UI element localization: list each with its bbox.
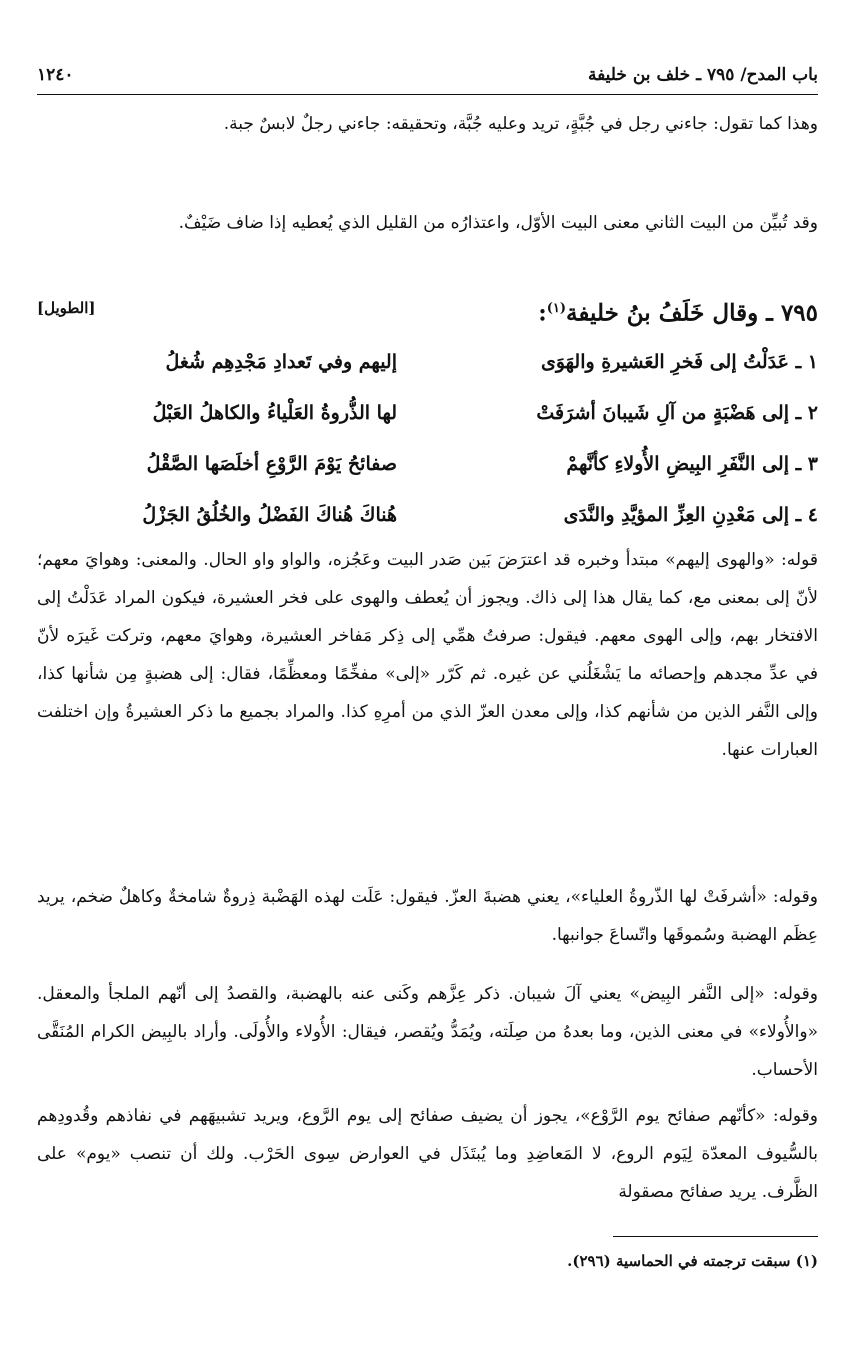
footnote-rule <box>613 1236 818 1237</box>
verse-line <box>37 489 818 540</box>
page-number: ١٢٤٠ <box>37 65 74 85</box>
poem-meter: [الطويل] <box>37 299 96 317</box>
header-rule <box>37 94 818 95</box>
commentary-paragraph-2: وقوله: «أشرفَتْ لها الذّروةُ العلياء»، يعني هضبةَ العزّ. فيقول: عَلَت لهذه الهَضْبة ذِروةٌ شامخةٌ وكاهلٌ ضخم، يريد عِظَم الهضبة وسُموقَها واتّساعَ جوانبها. <box>37 887 818 945</box>
footnote: (١) سبقت ترجمته في الحماسية (٢٩٦). <box>567 1252 818 1270</box>
commentary-paragraph-3: وقوله: «إلى النَّفر البِيض» يعني آلَ شيبان. ذكر عِزَّهم وكَنى عنه بالهضبة، والقصدُ إلى أنّهم الملجأ والمعقل. «والأُولاء» في معنى الذين، وما بعدهُ من صِلَته، ويُمَدُّ ويُقصر، فيقال: الأُولاء والأُولَى. وأراد بالبِيض الكرام المُنَقَّى الأحساب. <box>37 984 818 1080</box>
poem-title-colon: : <box>538 299 547 327</box>
poem-verses <box>37 336 818 540</box>
paragraph-intro-2: وقد تُبيِّن من البيت الثاني معنى البيت الأوّل، واعتذارُه من القليل الذي يُعطيه إذا ضاف ضَيْفٌ. <box>178 213 818 233</box>
poem-title-text: ٧٩٥ ـ وقال خَلَفُ بنُ خليفة <box>566 299 818 327</box>
verse-line <box>37 336 818 387</box>
running-title: باب المدح/ ٧٩٥ ـ خلف بن خليفة <box>587 65 818 85</box>
verse-first-hemistich: ١ ـ عَدَلْتُ إلى فَخرِ العَشيرةِ والهَوَى <box>540 350 818 373</box>
verse-first-hemistich: ٢ ـ إلى هَضْبَةٍ من آلِ شَيبانَ أشرَفَتْ <box>536 401 818 424</box>
verse-line <box>37 387 818 438</box>
verse-second-hemistich: هُناكَ هُناكَ الفَضْلُ والخُلُقُ الجَزْلُ <box>142 503 397 526</box>
verse-first-hemistich: ٤ ـ إلى مَعْدِنِ العِزِّ المؤيَّدِ والنَّدَى <box>563 503 818 526</box>
verse-second-hemistich: إليهم وفي تَعدادِ مَجْدِهِم شُغلُ <box>165 350 397 373</box>
poem-title <box>538 287 818 336</box>
poem-heading <box>37 287 818 331</box>
footnote-mark: (١) <box>546 301 567 316</box>
page-header <box>37 58 818 92</box>
verse-second-hemistich: صفائحُ يَوْمَ الرَّوْعِ أخلَصَها الصَّقْلُ <box>146 452 397 475</box>
verse-second-hemistich: لها الذُّروةُ العَلْياءُ والكاهلُ العَبْلُ <box>152 401 397 424</box>
commentary-paragraph-1: قوله: «والهوى إليهم» مبتدأ وخبره قد اعترَضَ بَين صَدر البيت وعَجُزه، والواو واو الحال. والمعنى: وهوايَ معهم؛ لأنّ إلى بمعنى مع، كما يقال هذا إلى ذاك. ويجوز أن يُعطف والهوى على فخر العشيرة، فيكون المراد عَدَلْتُ إلى الافتخار بهم، وإلى الهوى معهم. فيقول: صرفتُ همِّي إلى ذِكر مَفاخر العشيرة، وهوايَ معهم، وتركت غَيرَه لأنّ في عدِّ مجدهم وإحصائه ما يَشْغَلُني عن غيره. ثم كَرّر «إلى» مفخِّمًا ومعظِّمًا، فقال: إلى هضبةٍ مِن شأنها كذا، وإلى النَّفر الذين من شأنهم كذا، وإلى معدن العزّ الذي من أمرِهِ كذا. والمراد بجميع ما ذكر العشيرةُ وإن اختلفت العبارات عنها. <box>37 550 818 760</box>
verse-line <box>37 438 818 489</box>
commentary-paragraph-4: وقوله: «كأنّهم صفائح يوم الرَّوْع»، يجوز أن يضيف صفائح إلى يوم الرَّوع، ويريد تشبيهَهم في نفاذهم وقُدودِهم بالسُّيوف المعدّة لِيَوم الروع، لا المَعاضِدِ وما يُبتَذَل في العوارض سِوى الحَرْب. ولك أن تنصب «يوم» على الظَّرف. يريد صفائح مصقولة <box>37 1106 818 1202</box>
paragraph-intro-1: وهذا كما تقول: جاءني رجل في جُبَّةٍ، تريد وعليه جُبَّة، وتحقيقه: جاءني رجلٌ لابسٌ جبة. <box>223 114 818 134</box>
verse-first-hemistich: ٣ ـ إلى النَّفَرِ البِيضِ الأُولاءِ كأنَّهمْ <box>566 452 818 475</box>
